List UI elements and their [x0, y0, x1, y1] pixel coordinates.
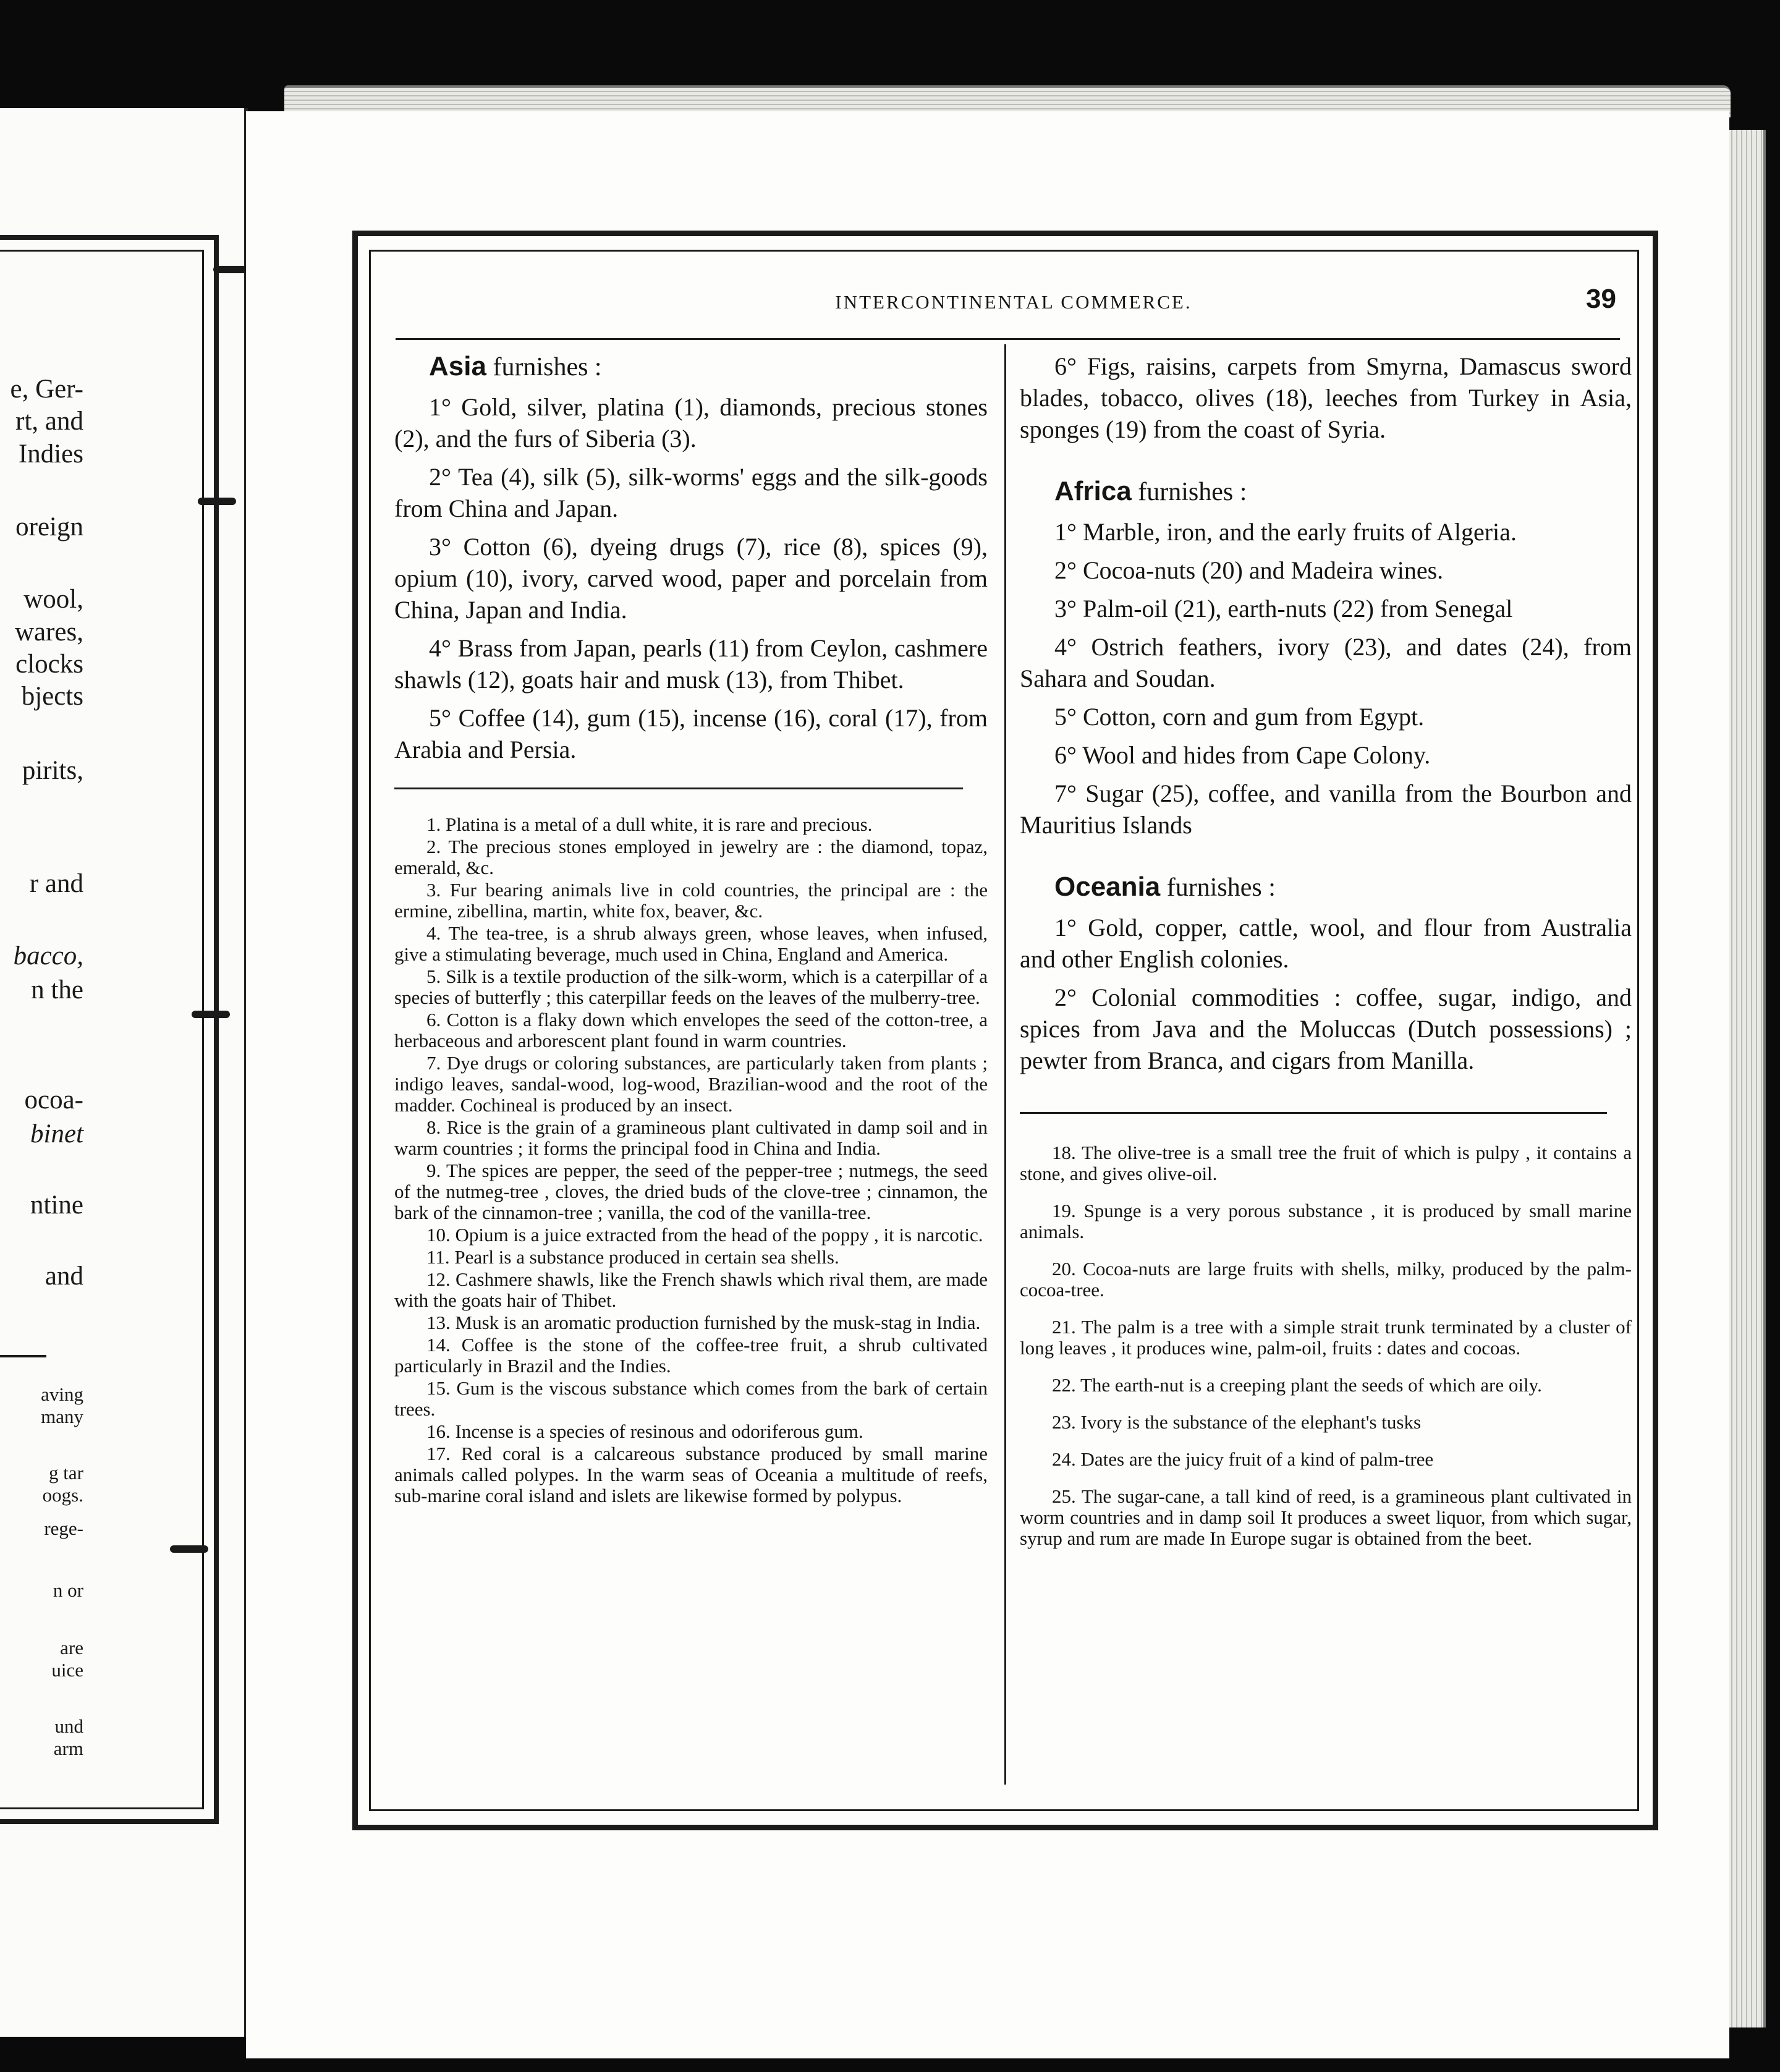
section-heading-africa: [1020, 475, 1632, 508]
left-fragment: Indies: [18, 439, 83, 469]
left-fragment: bacco,: [13, 941, 83, 970]
page-inner-frame: [369, 250, 1639, 1811]
list-item: 1° Gold, copper, cattle, wool, and flour from Australia and other English colonies.: [1020, 914, 1632, 973]
left-fragment: arm: [53, 1738, 83, 1759]
running-head: INTERCONTINENTAL COMMERCE.: [835, 291, 1192, 313]
heading-rest: furnishes :: [493, 353, 602, 381]
footnote: 9. The spices are pepper, the seed of the pepper-tree ; nutmegs, the seed of the nutmeg-tree , cloves, the dried buds of the clove-tree ; cinnamon, the bark of the cinnamon-tree ; vanilla, the cod of the vanilla-tree.: [394, 1160, 988, 1223]
list-item: 2° Cocoa-nuts (20) and Madeira wines.: [1054, 556, 1444, 584]
left-fragment: rege-: [44, 1518, 83, 1539]
section-heading-oceania: [1020, 871, 1632, 904]
footnotes-right: [1020, 1142, 1632, 1549]
left-fragment: n the: [31, 975, 83, 1004]
list-item: 5° Coffee (14), gum (15), incense (16), coral (17), from Arabia and Persia.: [394, 704, 988, 763]
list-item: 4° Brass from Japan, pearls (11) from Ceylon, cashmere shawls (12), goats hair and musk (13), from Thibet.: [394, 634, 988, 694]
footnote-rule: [394, 788, 963, 789]
left-column: [394, 350, 988, 1508]
left-fragment: n or: [53, 1579, 83, 1601]
page-frame: [352, 231, 1658, 1830]
asia-section: [394, 350, 988, 765]
footnote: 6. Cotton is a flaky down which envelopes the seed of the cotton-tree, a herbaceous and arborescent plant found in warm countries.: [394, 1009, 988, 1051]
region-name: Asia: [429, 351, 486, 381]
left-fragment: aving: [41, 1383, 83, 1405]
footnote: 12. Cashmere shawls, like the French shawls which rival them, are made with the goats hair of Thibet.: [394, 1268, 988, 1311]
previous-page-inner-rule: [0, 250, 204, 1809]
header-rule: [396, 338, 1620, 340]
page-stack-side-edge: [1727, 130, 1766, 2027]
footnote: 15. Gum is the viscous substance which comes from the bark of certain trees.: [394, 1377, 988, 1420]
footnote: 11. Pearl is a substance produced in certain sea shells.: [426, 1246, 839, 1268]
list-item: 5° Cotton, corn and gum from Egypt.: [1054, 703, 1425, 731]
binding-clip: [192, 1011, 230, 1018]
footnote: 23. Ivory is the substance of the elephant's tusks: [1052, 1411, 1422, 1433]
footnote: 5. Silk is a textile production of the silk-worm, which is a caterpillar of a species of butterfly ; this caterpillar feeds on the leaves of the mulberry-tree.: [394, 966, 988, 1008]
left-fragment: bjects: [21, 682, 83, 711]
list-item: 6° Wool and hides from Cape Colony.: [1054, 741, 1431, 769]
column-divider: [1004, 344, 1006, 1785]
footnote: 18. The olive-tree is a small tree the fruit of which is pulpy , it contains a stone, and gives olive-oil.: [1020, 1142, 1632, 1184]
footnote: 21. The palm is a tree with a simple strait trunk terminated by a cluster of long leaves , it produces wine, palm-oil, fruits : dates and cocoas.: [1020, 1316, 1632, 1359]
list-item: 1° Marble, iron, and the early fruits of Algeria.: [1054, 518, 1517, 546]
list-item: 4° Ostrich feathers, ivory (23), and dates (24), from Sahara and Soudan.: [1020, 633, 1632, 692]
footnote: 14. Coffee is the stone of the coffee-tree fruit, a shrub cultivated particularly in Brazil and the Indies.: [394, 1334, 988, 1377]
footnote: 16. Incense is a species of resinous and odoriferous gum.: [426, 1420, 863, 1442]
footnote: 22. The earth-nut is a creeping plant the seeds of which are oily.: [1052, 1374, 1542, 1396]
left-fragment: rt, and: [15, 407, 83, 436]
left-fragment: e, Ger-: [10, 375, 83, 404]
list-item: 2° Colonial commodities : coffee, sugar, indigo, and spices from Java and the Moluccas (Dutch possessions) ; pewter from Branca, and cigars from Manilla.: [1020, 983, 1632, 1074]
left-fragment: many: [41, 1406, 83, 1427]
left-fragment: binet: [30, 1119, 83, 1149]
left-fragment: oogs.: [42, 1484, 83, 1506]
footnotes-left: [394, 814, 988, 1506]
right-main-text: [1020, 350, 1632, 1076]
list-item: 7° Sugar (25), coffee, and vanilla from the Bourbon and Mauritius Islands: [1020, 779, 1632, 839]
footnote: 7. Dye drugs or coloring substances, are particularly taken from plants ; indigo leaves, sandal-wood, log-wood, Brazilian-wood and the root of the madder. Cochineal is produced by an insect.: [394, 1052, 988, 1116]
right-column: [1020, 350, 1632, 1565]
binding-clip: [170, 1545, 208, 1553]
list-item: 3° Palm-oil (21), earth-nuts (22) from Senegal: [1054, 595, 1513, 622]
footnote: 4. The tea-tree, is a shrub always green, whose leaves, when infused, give a stimulating beverage, much used in China, England and America.: [394, 922, 988, 965]
left-fragment: r and: [29, 869, 83, 898]
footnote: 20. Cocoa-nuts are large fruits with shells, milky, produced by the palm-cocoa-tree.: [1020, 1258, 1632, 1301]
footnote: 17. Red coral is a calcareous substance produced by small marine animals called polypes. In the warm seas of Oceania a multitude of reefs, sub-marine coral island and islets are likewise formed by polypus.: [394, 1443, 988, 1506]
left-fragment: clocks: [15, 650, 83, 679]
left-fragment: und: [54, 1715, 83, 1737]
section-heading-asia: [394, 350, 988, 383]
footnote: 1. Platina is a metal of a dull white, it is rare and precious.: [426, 813, 873, 835]
left-fragment: wool,: [23, 585, 83, 614]
previous-page-frame: [0, 235, 219, 1824]
footnote: 25. The sugar-cane, a tall kind of reed, is a gramineous plant cultivated in worm countries and in damp soil It produces a sweet liquor, from which sugar, syrup and rum are made In Europe sugar is obtained from the beet.: [1020, 1485, 1632, 1549]
left-fragment: are: [60, 1637, 83, 1658]
left-fragment: ocoa-: [24, 1085, 83, 1115]
left-footnote-rule: [0, 1355, 46, 1357]
left-fragment: ntine: [30, 1191, 83, 1220]
heading-rest: furnishes :: [1138, 478, 1247, 506]
binding-clip: [198, 498, 236, 505]
left-fragment: oreign: [15, 512, 83, 541]
left-fragment: and: [44, 1262, 83, 1291]
region-name: Africa: [1054, 476, 1132, 506]
footnote: 19. Spunge is a very porous substance , it is produced by small marine animals.: [1020, 1200, 1632, 1242]
footnote-rule: [1020, 1112, 1607, 1114]
list-item: 2° Tea (4), silk (5), silk-worms' eggs and the silk-goods from China and Japan.: [394, 463, 988, 522]
list-item: 3° Cotton (6), dyeing drugs (7), rice (8), spices (9), opium (10), ivory, carved wood, paper and porcelain from China, Japan and India.: [394, 533, 988, 624]
left-fragment: uice: [51, 1659, 83, 1681]
left-fragment: g tar: [49, 1462, 83, 1484]
footnote: 3. Fur bearing animals live in cold countries, the principal are : the ermine, zibellina, martin, white fox, beaver, &c.: [394, 879, 988, 922]
list-item: 6° Figs, raisins, carpets from Smyrna, Damascus sword blades, tobacco, olives (18), leeches from Turkey in Asia, sponges (19) from the coast of Syria.: [1020, 352, 1632, 443]
heading-rest: furnishes :: [1166, 873, 1276, 902]
footnote: 13. Musk is an aromatic production furnished by the musk-stag in India.: [426, 1312, 981, 1333]
page-number: 39: [1586, 284, 1616, 314]
footnote: 2. The precious stones employed in jewelry are : the diamond, topaz, emerald, &c.: [394, 836, 988, 878]
list-item: 1° Gold, silver, platina (1), diamonds, precious stones (2), and the furs of Siberia (3).: [394, 393, 988, 452]
left-fragment: wares,: [14, 618, 83, 647]
footnote: 10. Opium is a juice extracted from the head of the poppy , it is narcotic.: [426, 1224, 983, 1246]
footnote: 24. Dates are the juicy fruit of a kind of palm-tree: [1052, 1448, 1434, 1470]
footnote: 8. Rice is the grain of a gramineous plant cultivated in damp soil and in warm countries ; it forms the principal food in China and India.: [394, 1116, 988, 1159]
region-name: Oceania: [1054, 872, 1161, 902]
left-fragment: pirits,: [22, 756, 83, 785]
